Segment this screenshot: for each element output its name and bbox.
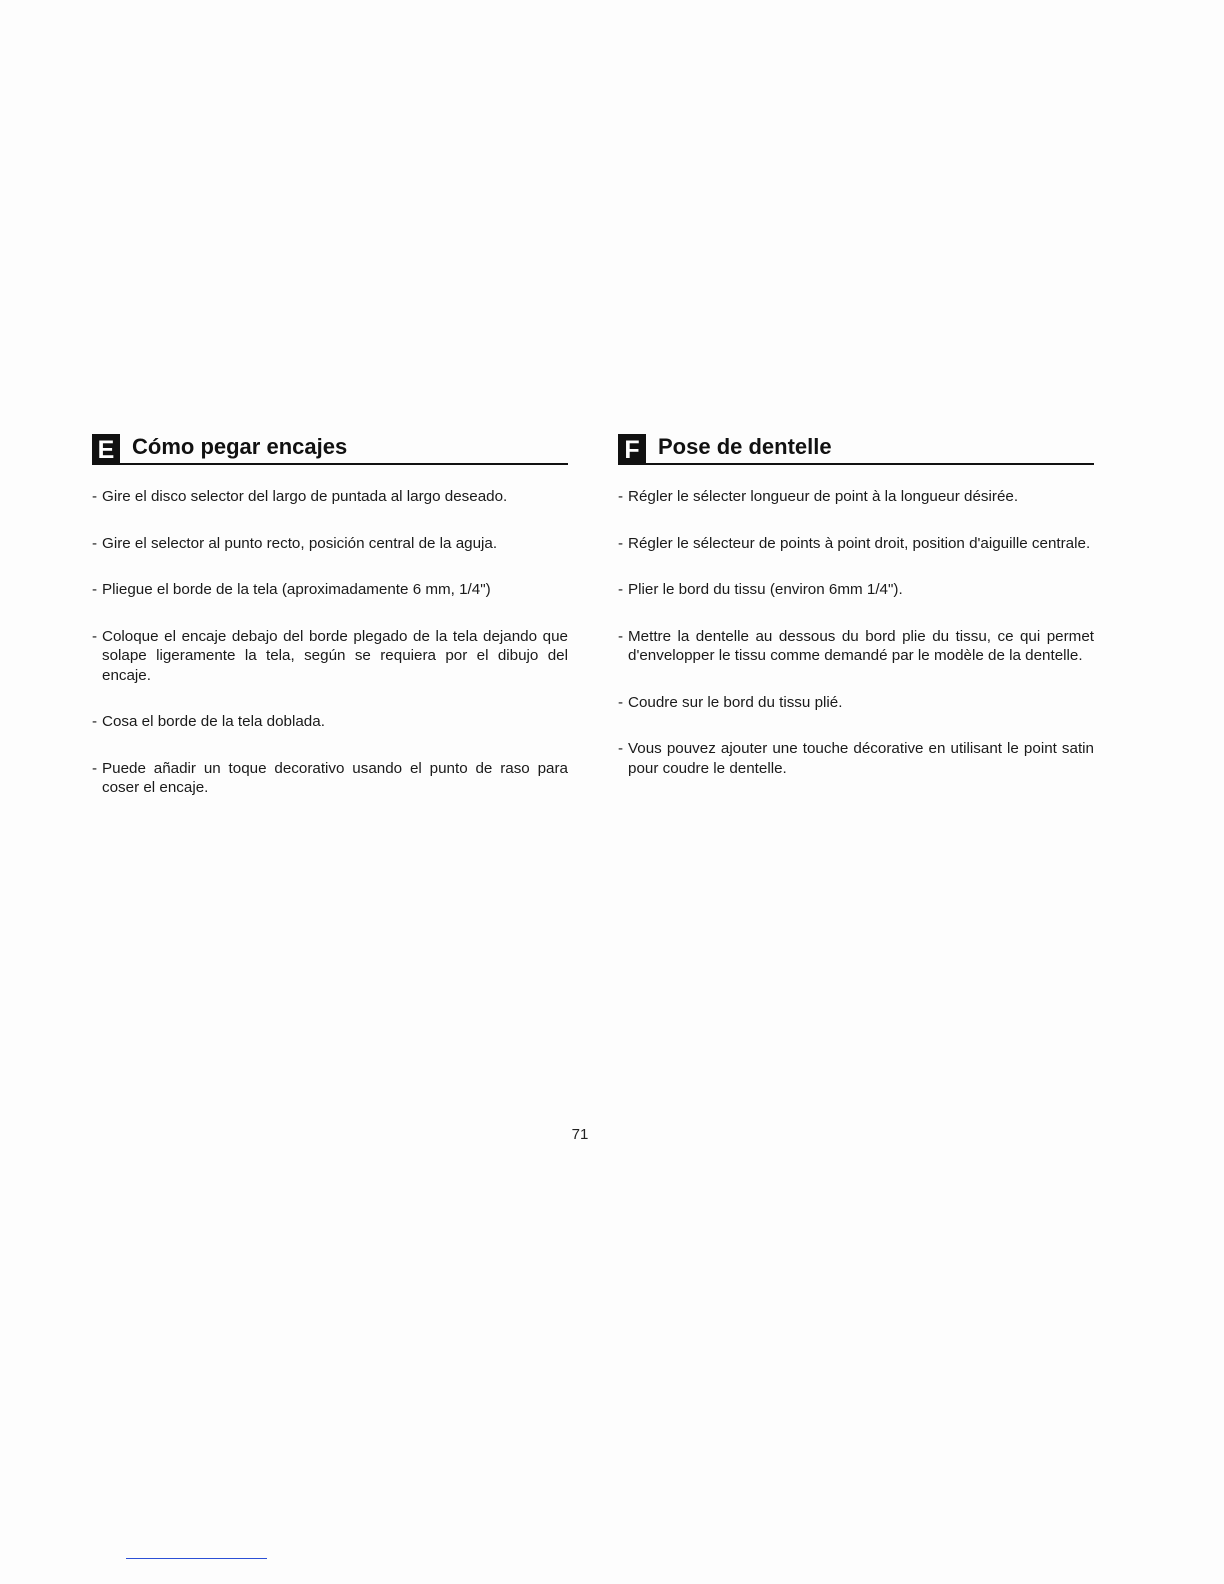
dash-bullet: - xyxy=(92,488,98,505)
instruction-text: Vous pouvez ajouter une touche décorative en utilisant le point satin pour coudre le dentelle. xyxy=(628,740,1094,777)
dash-bullet: - xyxy=(92,713,98,730)
footer-link-underline[interactable] xyxy=(126,1558,267,1559)
instruction-item xyxy=(92,712,568,732)
instruction-text: Gire el selector al punto recto, posición central de la aguja. xyxy=(102,534,498,552)
language-badge-fr: F xyxy=(618,434,646,464)
instruction-text: Régler le sélecter longueur de point à la longueur désirée. xyxy=(628,488,1019,505)
instruction-list-fr xyxy=(618,487,1094,778)
instruction-item xyxy=(618,580,1094,600)
language-badge-es: E xyxy=(92,434,120,464)
french-section xyxy=(618,430,1094,805)
instruction-item xyxy=(92,627,568,686)
instruction-item xyxy=(92,759,568,798)
instruction-text: Mettre la dentelle au dessous du bord plie du tissu, ce qui permet d'envelopper le tissu comme demandé par le modèle de la dentelle. xyxy=(628,627,1094,664)
dash-bullet: - xyxy=(618,627,624,645)
spanish-section xyxy=(92,430,568,825)
instruction-list-es xyxy=(92,487,568,798)
instruction-item xyxy=(92,534,568,554)
instruction-text: Cosa el borde de la tela doblada. xyxy=(102,713,325,730)
dash-bullet: - xyxy=(618,740,624,757)
section-heading-fr xyxy=(618,430,1094,465)
instruction-text: Puede añadir un toque decorativo usando el punto de raso para coser el encaje. xyxy=(102,759,568,796)
dash-bullet: - xyxy=(618,693,624,711)
instruction-item xyxy=(618,693,1094,713)
instruction-item xyxy=(92,487,568,507)
dash-bullet: - xyxy=(92,581,98,598)
instruction-item xyxy=(618,534,1094,554)
instruction-text: Plier le bord du tissu (environ 6mm 1/4"). xyxy=(628,581,903,598)
instruction-text: Coloque el encaje debajo del borde plegado de la tela dejando que solape ligeramente la tela, según se requiera por el dibujo del encaje. xyxy=(102,627,568,684)
page-number: 71 xyxy=(571,1126,589,1143)
instruction-text: Pliegue el borde de la tela (aproximadamente 6 mm, 1/4") xyxy=(102,581,491,598)
instruction-item xyxy=(618,487,1094,507)
instruction-text: Régler le sélecteur de points à point droit, position d'aiguille centrale. xyxy=(628,534,1091,552)
instruction-text: Gire el disco selector del largo de puntada al largo deseado. xyxy=(102,488,508,505)
section-title-es: Cómo pegar encajes xyxy=(132,434,348,459)
dash-bullet: - xyxy=(618,488,624,505)
instruction-item xyxy=(92,580,568,600)
dash-bullet: - xyxy=(92,627,98,645)
instruction-item xyxy=(618,739,1094,778)
section-title-fr: Pose de dentelle xyxy=(658,434,832,459)
dash-bullet: - xyxy=(92,759,98,777)
instruction-item xyxy=(618,627,1094,666)
dash-bullet: - xyxy=(92,534,98,552)
dash-bullet: - xyxy=(618,534,624,552)
instruction-text: Coudre sur le bord du tissu plié. xyxy=(628,693,843,711)
section-heading-es xyxy=(92,430,568,465)
dash-bullet: - xyxy=(618,581,624,598)
